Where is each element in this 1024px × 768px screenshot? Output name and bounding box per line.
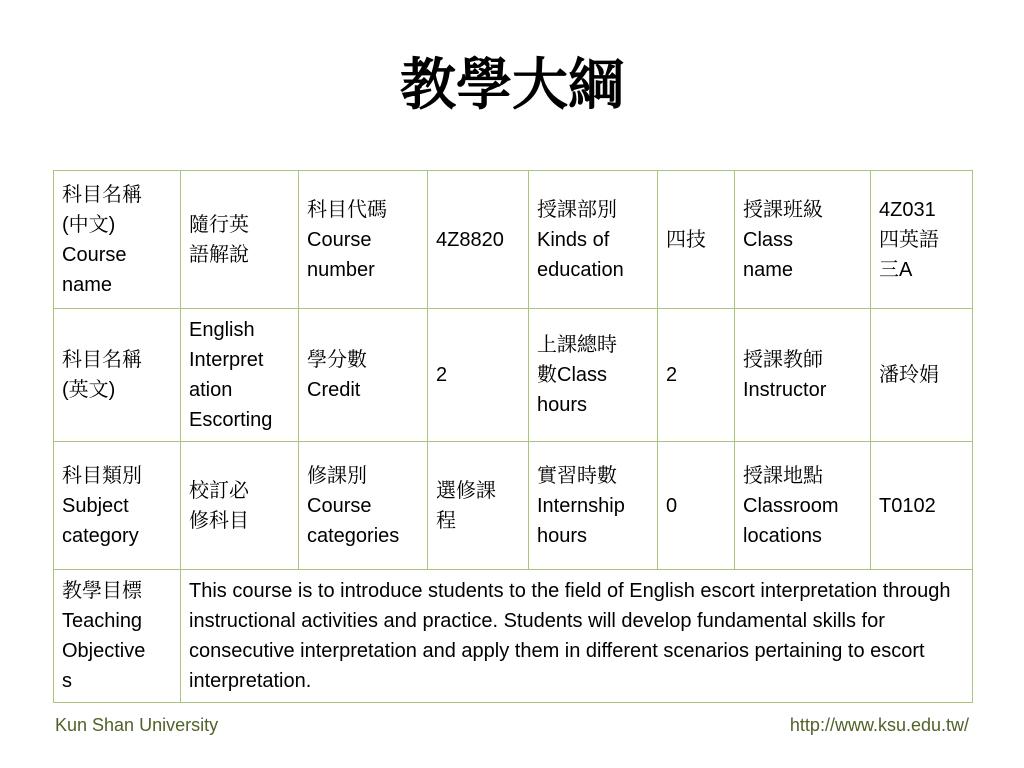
cell-classroom-value: T0102 bbox=[871, 442, 973, 570]
cell-instructor-label: 授課教師 Instructor bbox=[735, 309, 871, 442]
footer-university-name: Kun Shan University bbox=[55, 715, 219, 735]
cell-credit-value: 2 bbox=[428, 309, 529, 442]
syllabus-table bbox=[53, 170, 973, 703]
cell-course-name-zh-value: 隨行英 語解說 bbox=[181, 171, 299, 309]
cell-class-hours-value: 2 bbox=[658, 309, 735, 442]
table-row bbox=[54, 442, 973, 570]
cell-education-kind-value: 四技 bbox=[658, 171, 735, 309]
cell-instructor-value: 潘玲娟 bbox=[871, 309, 973, 442]
cell-internship-hours-value: 0 bbox=[658, 442, 735, 570]
page-title: 教學大綱 bbox=[400, 52, 624, 118]
cell-course-name-en-value: English Interpret ation Escorting bbox=[181, 309, 299, 442]
cell-course-name-en-label: 科目名稱 (英文) bbox=[54, 309, 181, 442]
cell-teaching-objectives-value: This course is to introduce students to the field of English escort interpretation through instructional activities and practice. Students will develop fundamental skills for consecutive interpretation and apply them in different scenarios pertaining to escort interpretation. bbox=[181, 570, 973, 703]
cell-education-kind-label: 授課部別 Kinds of education bbox=[529, 171, 658, 309]
cell-course-name-zh-label: 科目名稱 (中文) Course name bbox=[54, 171, 181, 309]
cell-course-number-label: 科目代碼 Course number bbox=[299, 171, 428, 309]
cell-class-name-value: 4Z031 四英語 三A bbox=[871, 171, 973, 309]
table-row bbox=[54, 309, 973, 442]
table-row bbox=[54, 171, 973, 309]
cell-subject-category-value: 校訂必 修科目 bbox=[181, 442, 299, 570]
cell-subject-category-label: 科目類別 Subject category bbox=[54, 442, 181, 570]
cell-course-number-value: 4Z8820 bbox=[428, 171, 529, 309]
cell-credit-label: 學分數 Credit bbox=[299, 309, 428, 442]
cell-course-categories-label: 修課別 Course categories bbox=[299, 442, 428, 570]
cell-class-name-label: 授課班級 Class name bbox=[735, 171, 871, 309]
cell-class-hours-label: 上課總時 數Class hours bbox=[529, 309, 658, 442]
cell-internship-hours-label: 實習時數 Internship hours bbox=[529, 442, 658, 570]
cell-course-categories-value: 選修課 程 bbox=[428, 442, 529, 570]
table-row bbox=[54, 570, 973, 703]
cell-classroom-label: 授課地點 Classroom locations bbox=[735, 442, 871, 570]
footer-website-url: http://www.ksu.edu.tw/ bbox=[789, 715, 969, 735]
cell-teaching-objectives-label: 教學目標 Teaching Objective s bbox=[54, 570, 181, 703]
